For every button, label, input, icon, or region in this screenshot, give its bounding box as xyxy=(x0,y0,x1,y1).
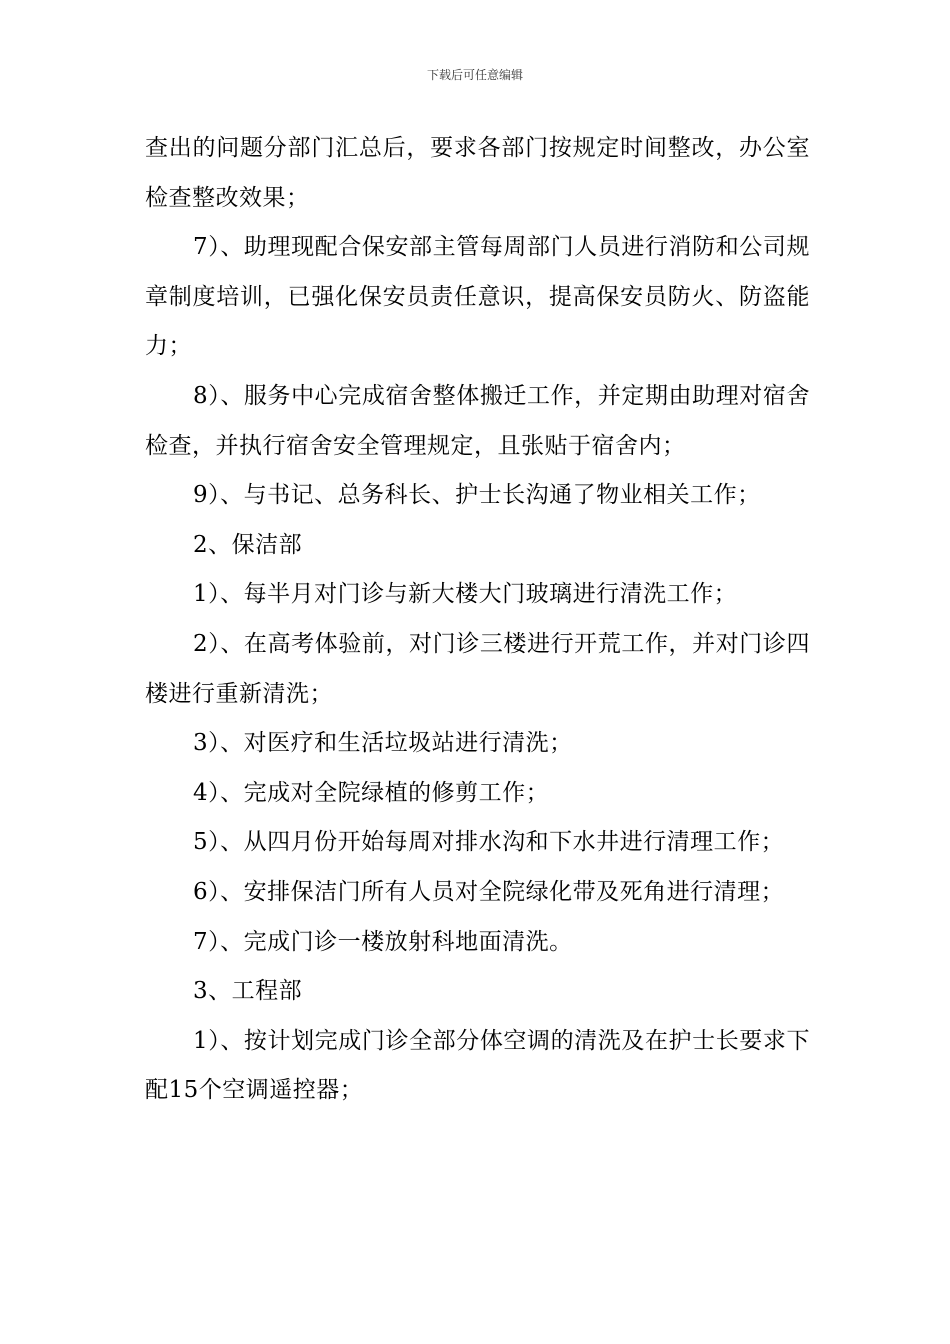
paragraph: 6）、安排保洁门所有人员对全院绿化带及死角进行清理； xyxy=(193,878,785,905)
paragraph: 5）、从四月份开始每周对排水沟和下水井进行清理工作； xyxy=(193,829,785,856)
paragraph: 4）、完成对全院绿植的修剪工作； xyxy=(193,779,550,806)
paragraph: 2）、在高考体验前，对门诊三楼进行开荒工作，并对门诊四楼进行重新清洗； xyxy=(145,630,810,707)
paragraph: 8）、服务中心完成宿舍整体搬迁工作，并定期由助理对宿舍检查，并执行宿舍安全管理规定，且张贴于宿舍内； xyxy=(145,382,810,459)
paragraph: 1）、按计划完成门诊全部分体空调的清洗及在护士长要求下配15个空调遥控器； xyxy=(145,1027,810,1104)
paragraph: 查出的问题分部门汇总后，要求各部门按规定时间整改，办公室检查整改效果； xyxy=(145,135,810,211)
section-heading: 2、保洁部 xyxy=(193,531,303,558)
paragraph: 3）、对医疗和生活垃圾站进行清洗； xyxy=(193,730,573,757)
paragraph: 1）、每半月对门诊与新大楼大门玻璃进行清洗工作； xyxy=(193,581,738,608)
paragraph: 7）、完成门诊一楼放射科地面清洗。 xyxy=(193,928,573,955)
section-heading: 3、工程部 xyxy=(193,978,303,1005)
document-body xyxy=(145,124,810,1116)
paragraph: 9）、与书记、总务科长、护士长沟通了物业相关工作； xyxy=(193,482,761,509)
page-header: 下载后可任意编辑 xyxy=(426,68,523,82)
paragraph: 7）、助理现配合保安部主管每周部门人员进行消防和公司规章制度培训，已强化保安员责任意识，提高保安员防火、防盗能力； xyxy=(145,234,810,360)
